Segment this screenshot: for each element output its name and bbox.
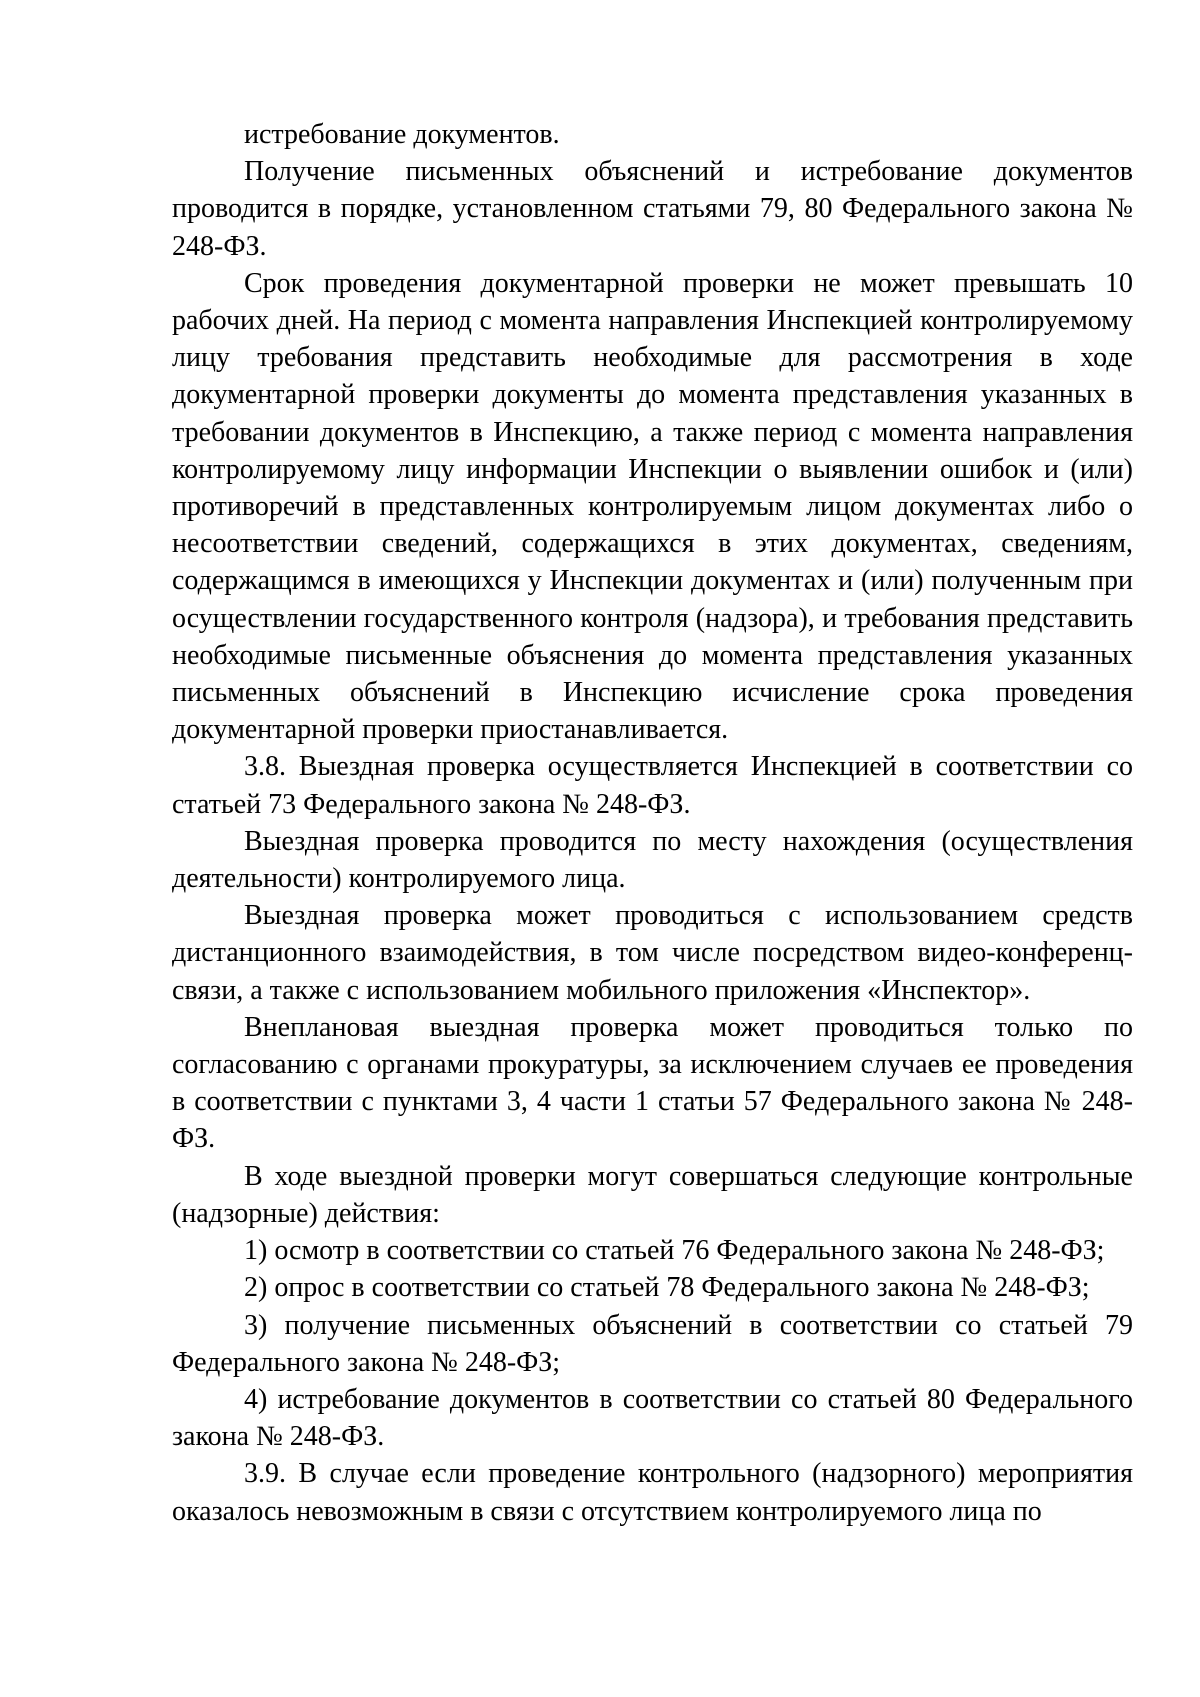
paragraph-control-actions: В ходе выездной проверки могут совершаться следующие контрольные (надзорные) действия: xyxy=(172,1160,1133,1229)
paragraph-explanations: Получение письменных объяснений и истребование документов проводится в порядке, установленном статьями 79, 80 Федерального закона № 248-ФЗ. xyxy=(172,156,1133,262)
document-page xyxy=(172,116,1133,1530)
paragraph-documentary-check-term: Срок проведения документарной проверки не может превышать 10 рабочих дней. На период с момента направления Инспекцией контролируемому лицу требования представить необходимые для рассмотрения в ходе документарной проверки документы до момента представления указанных в требовании документов в Инспекцию, а также период с момента направления контролируемому лицу информации Инспекции о выявлении ошибок и (или) противоречий в представленных контролируемым лицом документах либо о несоответствии сведений, содержащихся в этих документах, сведениям, содержащимся в имеющихся у Инспекции документах и (или) полученным при осуществлении государственного контроля (надзора), и требования представить необходимые письменные объяснения до момента представления указанных письменных объяснений в Инспекцию исчисление срока проведения документарной проверки приостанавливается. xyxy=(172,267,1133,746)
list-item-written-explanations: 3) получение письменных объяснений в соответствии со статьей 79 Федерального закона № 248-ФЗ; xyxy=(172,1309,1133,1378)
list-item-document-request: 4) истребование документов в соответствии со статьей 80 Федерального закона № 248-ФЗ. xyxy=(172,1383,1133,1453)
paragraph-section-3-8: 3.8. Выездная проверка осуществляется Инспекцией в соответствии со статьей 73 Федерального закона № 248-ФЗ. xyxy=(172,751,1133,820)
paragraph-onsite-location: Выездная проверка проводится по месту нахождения (осуществления деятельности) контролируемого лица. xyxy=(172,825,1133,895)
paragraph-remote-interaction: Выездная проверка может проводиться с использованием средств дистанционного взаимодействия, в том числе посредством видео-конференц-связи, а также с использованием мобильного приложения «Инспектор». xyxy=(172,900,1133,1006)
paragraph-unscheduled-check: Внеплановая выездная проверка может проводиться только по согласованию с органами прокуратуры, за исключением случаев ее проведения в соответствии с пунктами 3, 4 части 1 статьи 57 Федерального закона № 248-ФЗ. xyxy=(172,1011,1133,1155)
list-item-inspection: 1) осмотр в соответствии со статьей 76 Федерального закона № 248-ФЗ; xyxy=(244,1235,1105,1267)
paragraph-continuation: истребование документов. xyxy=(244,119,560,150)
paragraph-section-3-9: 3.9. В случае если проведение контрольного (надзорного) мероприятия оказалось невозможным в связи с отсутствием контролируемого лица по xyxy=(172,1458,1133,1527)
list-item-survey: 2) опрос в соответствии со статьей 78 Федерального закона № 248-ФЗ; xyxy=(244,1272,1090,1304)
